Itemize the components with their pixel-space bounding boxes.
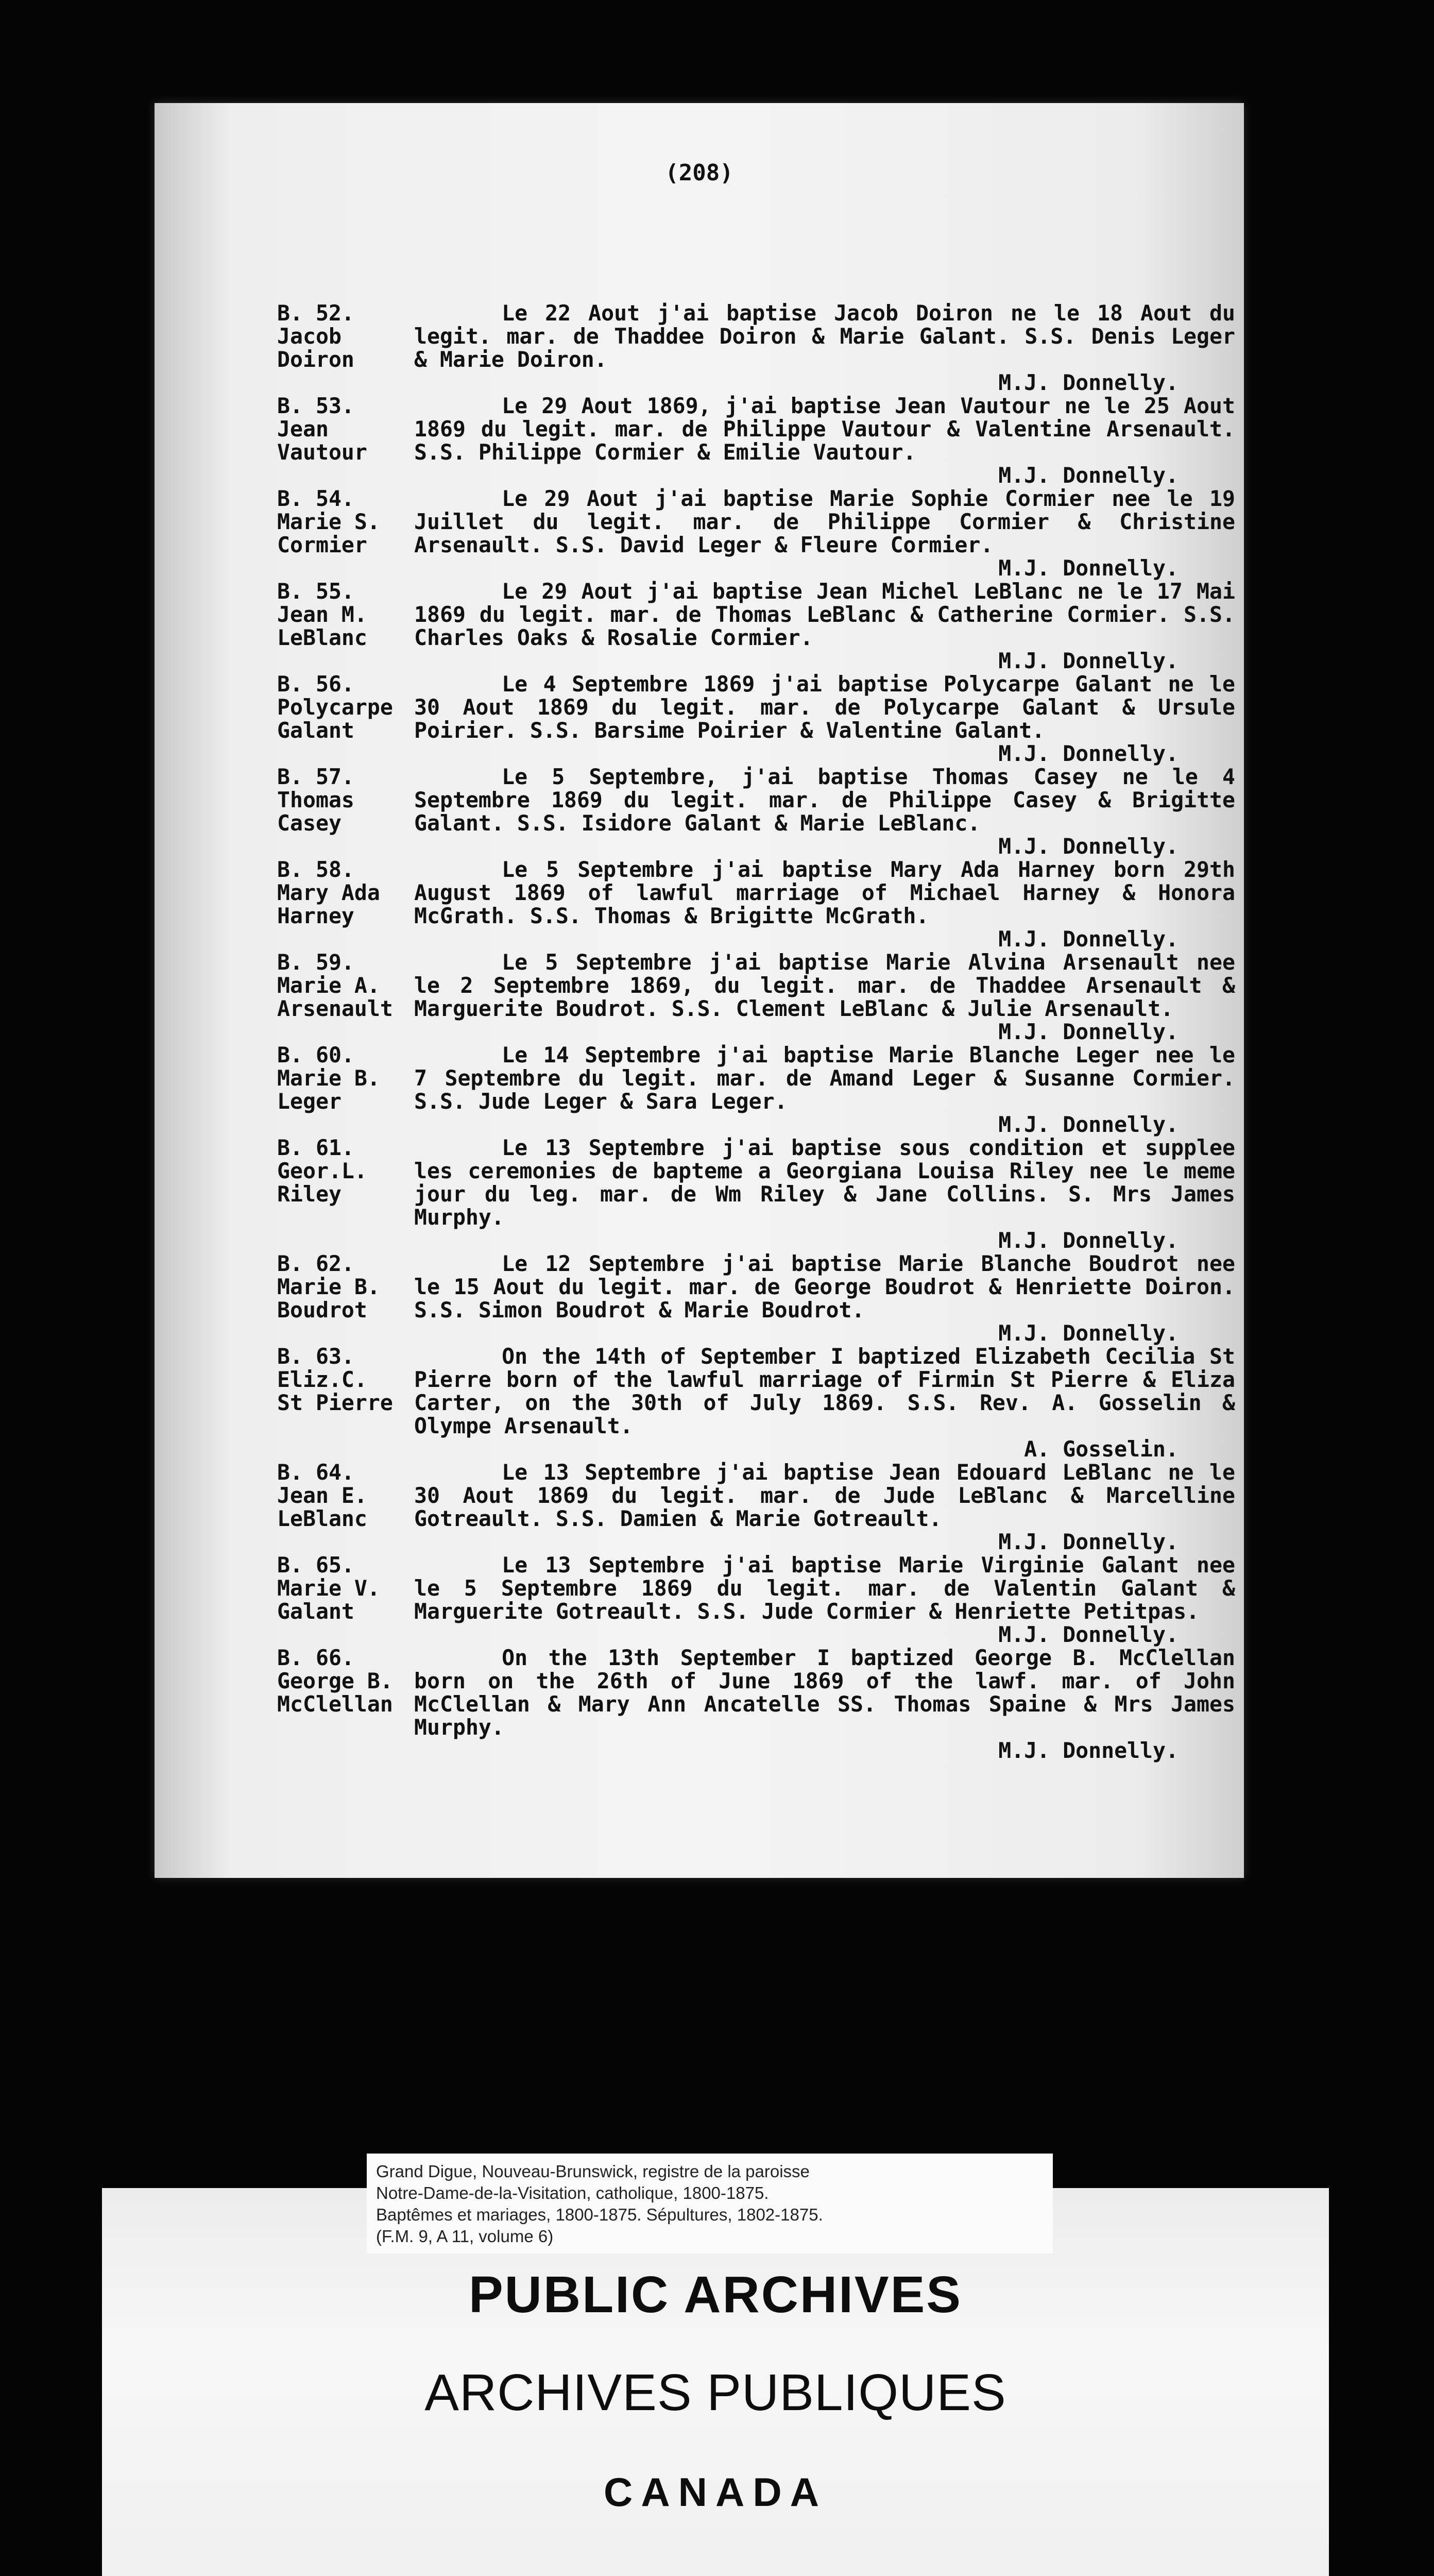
- entry-signature: M.J. Donnelly.: [998, 1019, 1179, 1044]
- register-entry: [277, 1461, 1235, 1553]
- page-number: (208): [665, 160, 733, 186]
- entry-signature: M.J. Donnelly.: [998, 1112, 1179, 1137]
- entry-text: On the 13th September I baptized George B. McClellan born on the 26th of June 1869 of the lawf. mar. of John McClellan & Mary Ann Ancatelle SS. Thomas Spaine & Mrs James Murphy.: [414, 1645, 1235, 1740]
- entry-text: Le 13 Septembre j'ai baptise sous condition et supplee les ceremonies de bapteme a Georgiana Louisa Riley nee le meme jour du leg. mar. de Wm Riley & Jane Collins. S. Mrs James Murphy.: [414, 1135, 1235, 1230]
- entry-body: [414, 1553, 1235, 1646]
- entry-margin-note: B. 56. Polycarpe Galant: [277, 671, 393, 743]
- entry-body: [414, 672, 1235, 765]
- entry-body: [414, 1461, 1235, 1553]
- register-entry: [277, 580, 1235, 672]
- entry-text: Le 5 Septembre j'ai baptise Marie Alvina Arsenault nee le 2 Septembre 1869, du legit. mar. de Thaddee Arsenault & Marguerite Boudrot. S.S. Clement LeBlanc & Julie Arsenault.: [414, 950, 1235, 1021]
- entry-signature: M.J. Donnelly.: [998, 1228, 1179, 1253]
- archives-title-en: PUBLIC ARCHIVES: [468, 2266, 963, 2324]
- baptism-entries: [277, 301, 1235, 1762]
- entry-body: [414, 394, 1235, 487]
- entry-signature: M.J. Donnelly.: [998, 1622, 1179, 1647]
- entry-text: Le 5 Septembre j'ai baptise Mary Ada Harney born 29th August 1869 of lawful marriage of Michael Harney & Honora McGrath. S.S. Thomas & Brigitte McGrath.: [414, 857, 1235, 928]
- entry-margin-note: B. 63. Eliz.C. St Pierre: [277, 1344, 393, 1415]
- entry-text: Le 13 Septembre j'ai baptise Jean Edouard LeBlanc ne le 30 Aout 1869 du legit. mar. de Jude LeBlanc & Marcelline Gotreault. S.S. Damien & Marie Gotreault.: [414, 1460, 1235, 1531]
- archives-country: CANADA: [604, 2469, 827, 2515]
- entry-signature: M.J. Donnelly.: [998, 648, 1179, 673]
- register-entry: [277, 1043, 1235, 1136]
- entry-text: Le 12 Septembre j'ai baptise Marie Blanche Boudrot nee le 15 Aout du legit. mar. de George Boudrot & Henriette Doiron. S.S. Simon Boudrot & Marie Boudrot.: [414, 1251, 1235, 1323]
- entry-body: [414, 580, 1235, 672]
- register-entry: [277, 1136, 1235, 1252]
- entry-margin-note: B. 52. Jacob Doiron: [277, 300, 354, 372]
- entry-text: Le 14 Septembre j'ai baptise Marie Blanche Leger nee le 7 Septembre du legit. mar. de Amand Leger & Susanne Cormier. S.S. Jude Leger & Sara Leger.: [414, 1042, 1235, 1114]
- entry-margin-note: B. 60. Marie B. Leger: [277, 1042, 380, 1114]
- entry-text: Le 4 Septembre 1869 j'ai baptise Polycarpe Galant ne le 30 Aout 1869 du legit. mar. de Polycarpe Galant & Ursule Poirier. S.S. Barsime Poirier & Valentine Galant.: [414, 671, 1235, 743]
- register-entry: [277, 1252, 1235, 1345]
- entry-body: [414, 1136, 1235, 1252]
- entry-signature: A. Gosselin.: [1024, 1436, 1179, 1462]
- entry-margin-note: B. 55. Jean M. LeBlanc: [277, 579, 367, 650]
- entry-signature: M.J. Donnelly.: [998, 555, 1179, 581]
- entry-margin-note: B. 62. Marie B. Boudrot: [277, 1251, 380, 1323]
- register-entry: [277, 951, 1235, 1043]
- entry-margin-note: B. 59. Marie A. Arsenault: [277, 950, 393, 1021]
- label-line: Baptêmes et mariages, 1800-1875. Sépultures, 1802-1875.: [376, 2205, 823, 2224]
- entry-signature: M.J. Donnelly.: [998, 1738, 1179, 1763]
- entry-margin-note: B. 53. Jean Vautour: [277, 393, 367, 465]
- entry-margin-note: B. 65. Marie V. Galant: [277, 1552, 380, 1624]
- register-page: [155, 103, 1244, 1878]
- entry-body: [414, 301, 1235, 394]
- entry-margin-note: B. 57. Thomas Casey: [277, 764, 354, 836]
- entry-signature: M.J. Donnelly.: [998, 834, 1179, 859]
- entry-text: Le 29 Aout j'ai baptise Marie Sophie Cormier nee le 19 Juillet du legit. mar. de Philippe Cormier & Christine Arsenault. S.S. David Leger & Fleure Cormier.: [414, 486, 1235, 557]
- entry-body: [414, 487, 1235, 580]
- entry-body: [414, 1043, 1235, 1136]
- entry-signature: M.J. Donnelly.: [998, 1529, 1179, 1554]
- entry-text: Le 5 Septembre, j'ai baptise Thomas Casey ne le 4 Septembre 1869 du legit. mar. de Philippe Casey & Brigitte Galant. S.S. Isidore Galant & Marie LeBlanc.: [414, 764, 1235, 836]
- register-entry: [277, 1646, 1235, 1762]
- entry-margin-note: B. 58. Mary Ada Harney: [277, 857, 380, 928]
- archives-title-fr: ARCHIVES PUBLIQUES: [424, 2364, 1006, 2421]
- register-entry: [277, 394, 1235, 487]
- entry-body: [414, 1646, 1235, 1762]
- register-entry: [277, 672, 1235, 765]
- entry-margin-note: B. 61. Geor.L. Riley: [277, 1135, 367, 1207]
- entry-text: Le 13 Septembre j'ai baptise Marie Virginie Galant nee le 5 Septembre 1869 du legit. mar. de Valentin Galant & Marguerite Gotreault. S.S. Jude Cormier & Henriette Petitpas.: [414, 1552, 1235, 1624]
- entry-margin-note: B. 64. Jean E. LeBlanc: [277, 1460, 367, 1531]
- reference-label: [367, 2154, 1053, 2253]
- entry-signature: M.J. Donnelly.: [998, 463, 1179, 488]
- label-line: Notre-Dame-de-la-Visitation, catholique, 1800-1875.: [376, 2183, 769, 2202]
- entry-text: Le 29 Aout j'ai baptise Jean Michel LeBlanc ne le 17 Mai 1869 du legit. mar. de Thomas LeBlanc & Catherine Cormier. S.S. Charles Oaks & Rosalie Cormier.: [414, 579, 1235, 650]
- label-line: Grand Digue, Nouveau-Brunswick, registre de la paroisse: [376, 2162, 810, 2181]
- register-entry: [277, 487, 1235, 580]
- register-entry: [277, 301, 1235, 394]
- entry-body: [414, 1345, 1235, 1461]
- register-entry: [277, 1345, 1235, 1461]
- entry-margin-note: B. 54. Marie S. Cormier: [277, 486, 380, 557]
- register-entry: [277, 765, 1235, 858]
- entry-signature: M.J. Donnelly.: [998, 370, 1179, 395]
- entry-signature: M.J. Donnelly.: [998, 741, 1179, 766]
- register-entry: [277, 1553, 1235, 1646]
- entry-body: [414, 765, 1235, 858]
- register-entry: [277, 858, 1235, 951]
- entry-text: Le 22 Aout j'ai baptise Jacob Doiron ne le 18 Aout du legit. mar. de Thaddee Doiron & Marie Galant. S.S. Denis Leger & Marie Doiron.: [414, 300, 1235, 372]
- entry-signature: M.J. Donnelly.: [998, 926, 1179, 952]
- entry-text: Le 29 Aout 1869, j'ai baptise Jean Vautour ne le 25 Aout 1869 du legit. mar. de Philippe Vautour & Valentine Arsenault. S.S. Philippe Cormier & Emilie Vautour.: [414, 393, 1235, 465]
- entry-body: [414, 858, 1235, 951]
- label-line: (F.M. 9, A 11, volume 6): [376, 2227, 554, 2246]
- entry-signature: M.J. Donnelly.: [998, 1320, 1179, 1346]
- entry-body: [414, 1252, 1235, 1345]
- entry-text: On the 14th of September I baptized Elizabeth Cecilia St Pierre born of the lawful marriage of Firmin St Pierre & Eliza Carter, on the 30th of July 1869. S.S. Rev. A. Gosselin & Olympe Arsenault.: [414, 1344, 1235, 1438]
- entry-margin-note: B. 66. George B. McClellan: [277, 1645, 393, 1717]
- entry-body: [414, 951, 1235, 1043]
